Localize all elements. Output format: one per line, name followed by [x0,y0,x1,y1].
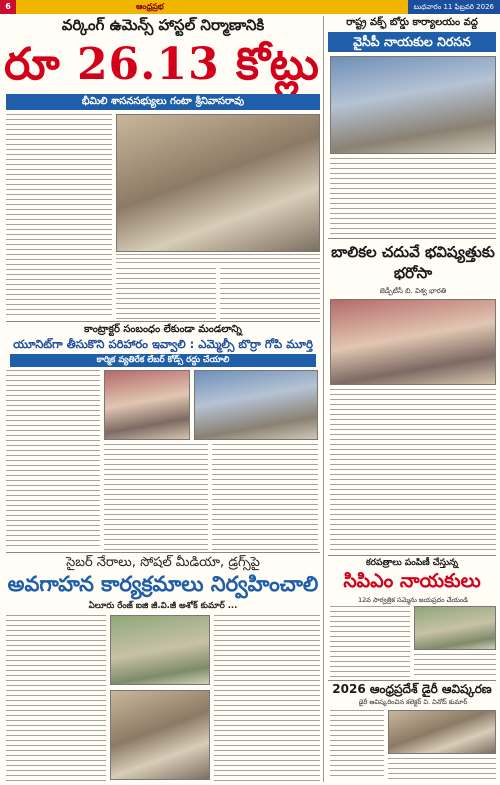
story1-kicker: వర్కింగ్ ఉమెన్స్ హాస్టల్ నిర్మాణానికి [61,16,265,34]
story3-photo-1 [110,615,210,685]
right-story4-body-2 [388,758,496,780]
separator-4 [328,555,496,556]
story2-body-column-1 [6,370,100,550]
story3-headline: అవగాహన కార్యక్రమాలు నిర్వహించాలి [7,572,319,596]
story2-headline: యూనిట్‌గా తీసుకొని పరిహారం ఇవ్వాలి : ఎమ్మెల్సీ బొర్రా గోపి మూర్తి [13,337,313,351]
right-story3-photo [414,606,496,650]
column-divider [323,16,324,782]
right-story2-headline: బాలికల చదువే భవిష్యత్తుకు భరోసా [331,243,495,282]
story1-photo-main [116,114,320,252]
page-number: 6 [0,0,16,14]
story1-body-column-1 [6,114,112,318]
paper-name: ఆంధ్రప్రభ [136,1,164,11]
right-story4-subhead: డైరీ ఆవిష్కరించిన కలెక్టర్ వి. వినోద్ కుమార్ [358,698,468,706]
story2-subhead: కార్మిక వ్యతిరేక లేబర్ కోడ్స్ రద్దు చేయాలి [10,354,316,367]
right-story4-headline: 2026 ఆంధ్రప్రదేశ్ డైరీ ఆవిష్కరణ [332,682,492,696]
right-story4-photo [388,710,496,754]
story2-kicker: కాంట్రాక్టర్ సంబంధం లేకుండా మండలాన్ని [84,324,242,335]
story1-body-column-3 [220,268,320,320]
right-story1-headline: వైసీపీ నాయకుల నిరసన [328,32,496,52]
page-header-strip [0,0,500,14]
right-story4-body-1 [330,710,384,780]
story3-body-column-1 [6,615,106,781]
separator-2 [6,552,320,553]
story1-photo-caption [116,254,320,264]
right-story3-headline: సిపిఎం నాయకులు [343,570,481,592]
right-story2-byline: జెడ్పీటీసీ బి. విశ్వ భారతి [379,287,447,295]
story3-photo-2 [110,690,210,780]
right-story1-body [330,158,496,236]
separator-3 [328,238,496,239]
right-story3-body-1 [330,606,410,678]
right-story1-photo [330,56,496,154]
right-story2-body [330,389,496,553]
story2-photo-1 [104,370,190,440]
story1-body-column-2 [116,268,216,320]
issue-date: బుధవారం 11 ఫిబ్రవరి 2026 [408,0,500,14]
story2-body-column-3 [212,444,318,550]
right-story2-photo [330,299,496,385]
story3-body-column-2 [214,615,320,781]
story1-headline: రూ 26.13 కోట్లు [4,39,320,90]
separator-1 [6,321,320,322]
separator-5 [328,680,496,681]
right-story3-kicker: కరపత్రాలు పంపిణీ చేస్తున్న [365,558,459,568]
story2-photo-2 [194,370,318,440]
right-story3-subhead: 12వ సార్వత్రిక సమ్మెను జయప్రదం చేయండి [358,596,468,604]
right-story3-body-2 [414,654,496,678]
story3-kicker: సైబర్ నేరాలు, సోషల్ మీడియా, డ్రగ్స్‌పై [66,555,260,570]
right-story1-kicker: రాష్ట్ర వక్ఫ్ బోర్డు కార్యాలయం వద్ద [346,17,478,28]
story2-body-column-2 [104,444,208,550]
story1-byline: భీమిలి శాసనసభ్యులు గంటా శ్రీనివాసరావు [6,94,320,110]
story3-byline: ఏలూరు రేంజ్ ఐజి జీ.వి.జీ అశోక్ కుమార్ ... [88,601,238,611]
